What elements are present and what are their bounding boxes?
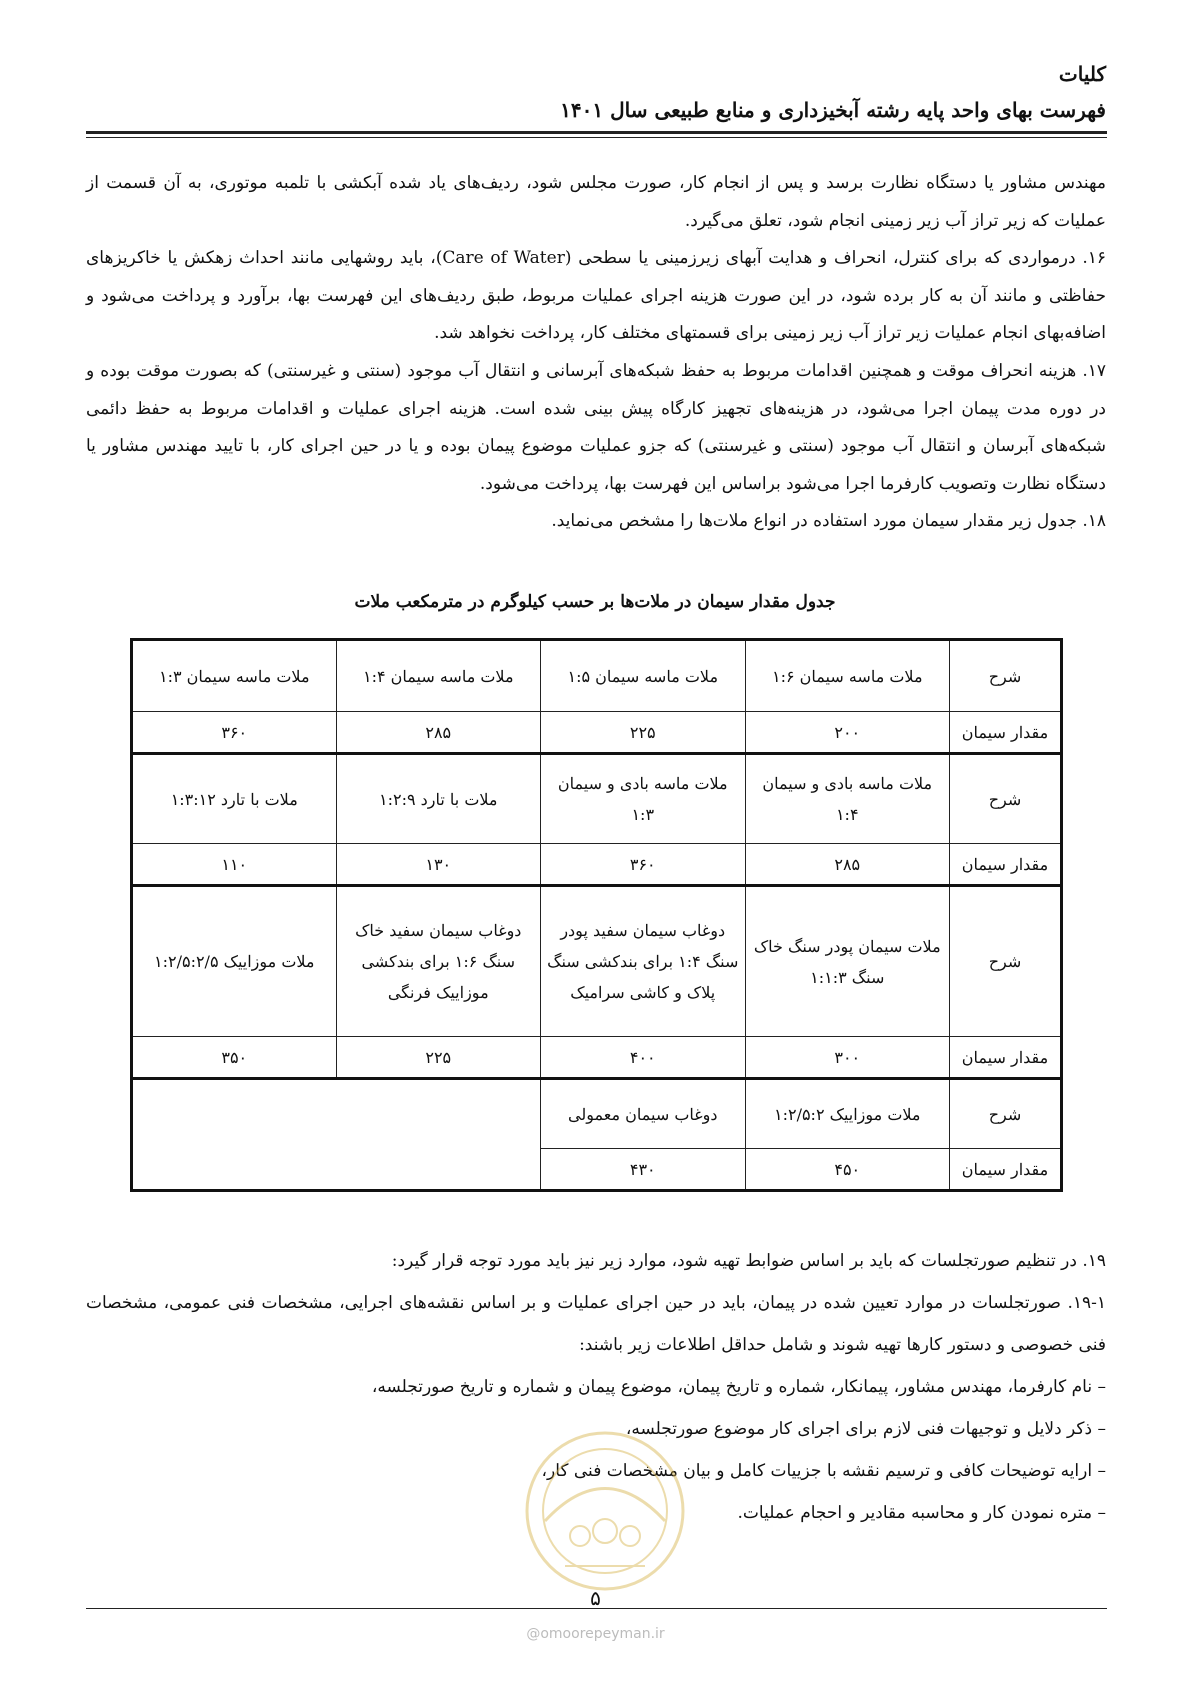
body-text	[86, 165, 1106, 541]
table-cell: ۲۰۰	[745, 712, 950, 754]
table-cell: ۴۰۰	[541, 1037, 746, 1079]
paragraph-19-1: ۱۹-۱. صورتجلسات در موارد تعیین شده در پیمان، باید در حین اجرای عملیات و بر اساس نقشه‌های اجرایی، مشخصات فنی عمومی، مشخصات فنی خصوصی و دستور کارها تهیه شوند و شامل حداقل اطلاعات زیر باشند:	[86, 1293, 1106, 1355]
cement-label: مقدار سیمان	[950, 712, 1062, 754]
table-cell: ملات ماسه بادی و سیمان ۱:۳	[541, 754, 746, 844]
cement-quantity-table	[130, 638, 1063, 1192]
table-row	[132, 886, 1062, 1037]
empty-cell	[132, 1079, 541, 1191]
table-cell: ملات موزاییک ۱:۲/۵:۲/۵	[132, 886, 337, 1037]
desc-label: شرح	[950, 1079, 1062, 1149]
table-row	[132, 1037, 1062, 1079]
table-cell: ۴۳۰	[541, 1149, 746, 1191]
paragraph-18: ۱۸. جدول زیر مقدار سیمان مورد استفاده در انواع ملات‌ها را مشخص می‌نماید.	[551, 511, 1106, 532]
desc-label: شرح	[950, 754, 1062, 844]
footer-rule	[86, 1608, 1107, 1609]
table-cell: ۱۱۰	[132, 844, 337, 886]
table-cell: ۲۸۵	[336, 712, 541, 754]
list-item: – ذکر دلایل و توجیهات فنی لازم برای اجرای کار موضوع صورتجلسه،	[625, 1419, 1106, 1439]
list-item: – متره نمودن کار و محاسبه مقادیر و احجام عملیات.	[737, 1503, 1106, 1523]
watermark-text: @omoorepeyman.ir	[526, 1626, 665, 1642]
table-cell: ملات ماسه بادی و سیمان ۱:۴	[745, 754, 950, 844]
table-cell: ۴۵۰	[745, 1149, 950, 1191]
header-subtitle: فهرست بهای واحد پایه رشته آبخیزداری و منابع طبیعی سال ۱۴۰۱	[560, 98, 1106, 122]
cement-label: مقدار سیمان	[950, 844, 1062, 886]
table-cell: ۳۰۰	[745, 1037, 950, 1079]
table-cell: دوغاب سیمان سفید خاک سنگ ۱:۶ برای بندکشی موزاییک فرنگی	[336, 886, 541, 1037]
paragraph-17: ۱۷. هزینه انحراف موقت و همچنین اقدامات مربوط به حفظ شبکه‌های آبرسانی و انتقال آب موجود (سنتی و غیرسنتی) که بصورت موقت بوده و در دوره مدت پیمان اجرا می‌شود، در هزینه‌های تجهیز کارگاه پیش بینی شده است. هزینه اجرای عملیات و اقدامات مربوط به حفظ دائمی شبکه‌های آبرسان و انتقال آب موجود (سنتی و غیرسنتی) که جزو عملیات موضوع پیمان بوده و یا در حین اجرای کار، با تایید مهندس مشاور یا دستگاه نظارت وتصویب کارفرما اجرا می‌شود براساس این فهرست بها، پرداخت می‌شود.	[86, 360, 1106, 494]
table-row	[132, 1079, 1062, 1149]
table-cell: ۳۵۰	[132, 1037, 337, 1079]
desc-label: شرح	[950, 886, 1062, 1037]
table-cell: ملات با تارد ۱:۲:۹	[336, 754, 541, 844]
table-cell: ۲۲۵	[541, 712, 746, 754]
table-cell: ۳۶۰	[132, 712, 337, 754]
table-cell: ملات موزاییک ۱:۲/۵:۲	[745, 1079, 950, 1149]
watermark-seal-icon	[510, 1416, 700, 1596]
table-cell: ملات سیمان پودر سنگ خاک سنگ ۱:۱:۳	[745, 886, 950, 1037]
table-cell: ۳۶۰	[541, 844, 746, 886]
table-cell: ملات با تارد ۱:۳:۱۲	[132, 754, 337, 844]
table-cell: ملات ماسه سیمان ۱:۳	[132, 640, 337, 712]
table-cell: دوغاب سیمان معمولی	[541, 1079, 746, 1149]
table-cell: ملات ماسه سیمان ۱:۴	[336, 640, 541, 712]
table-cell: دوغاب سیمان سفید پودر سنگ ۱:۴ برای بندکشی سنگ پلاک و کاشی سرامیک	[541, 886, 746, 1037]
list-item: – نام کارفرما، مهندس مشاور، پیمانکار، شماره و تاریخ پیمان، موضوع پیمان و شماره و تاریخ صورتجلسه،	[371, 1377, 1106, 1397]
cement-label: مقدار سیمان	[950, 1037, 1062, 1079]
page-number: ۵	[590, 1586, 601, 1610]
paragraph-16: ۱۶. درمواردی که برای کنترل، انحراف و هدایت آبهای زیرزمینی یا سطحی (Care of Water)، باید روشهایی مانند احداث زهکش یا خاکریزهای حفاظتی و مانند آن به کار برده شود، در این صورت هزینه اجرای عملیات مربوط، طبق ردیف‌های این فهرست بها، برآورد و پرداخت می‌شود و اضافه‌بهای انجام عملیات زیر تراز آب زیر زمینی برای قسمتهای مختلف کار، پرداخت نخواهد شد.	[86, 248, 1106, 344]
table-row	[132, 754, 1062, 844]
table-row	[132, 640, 1062, 712]
header-title: کلیات	[1058, 62, 1106, 86]
table-cell: ۱۳۰	[336, 844, 541, 886]
paragraph-19: ۱۹. در تنظیم صورتجلسات که باید بر اساس ضوابط تهیه شود، موارد زیر نیز باید مورد توجه قرار گیرد:	[391, 1251, 1106, 1271]
header-rule-thick	[86, 131, 1107, 134]
desc-label: شرح	[950, 640, 1062, 712]
table-cell: ملات ماسه سیمان ۱:۶	[745, 640, 950, 712]
table-cell: ۲۲۵	[336, 1037, 541, 1079]
list-item: – ارایه توضیحات کافی و ترسیم نقشه با جزییات کامل و بیان مشخصات فنی کار،	[541, 1461, 1106, 1481]
table-cell: ملات ماسه سیمان ۱:۵	[541, 640, 746, 712]
paragraph-15-continuation: مهندس مشاور یا دستگاه نظارت برسد و پس از انجام کار، صورت مجلس شود، ردیف‌های یاد شده آبکشی با تلمبه موتوری، به آن قسمت از عملیات که زیر تراز آب زیر زمینی انجام شود، تعلق می‌گیرد.	[86, 173, 1106, 231]
cement-label: مقدار سیمان	[950, 1149, 1062, 1191]
table-row	[132, 844, 1062, 886]
table-cell: ۲۸۵	[745, 844, 950, 886]
header-rule-thin	[86, 137, 1107, 138]
table-title: جدول مقدار سیمان در ملات‌ها بر حسب کیلوگرم در مترمکعب ملات	[354, 592, 836, 612]
table-row	[132, 712, 1062, 754]
